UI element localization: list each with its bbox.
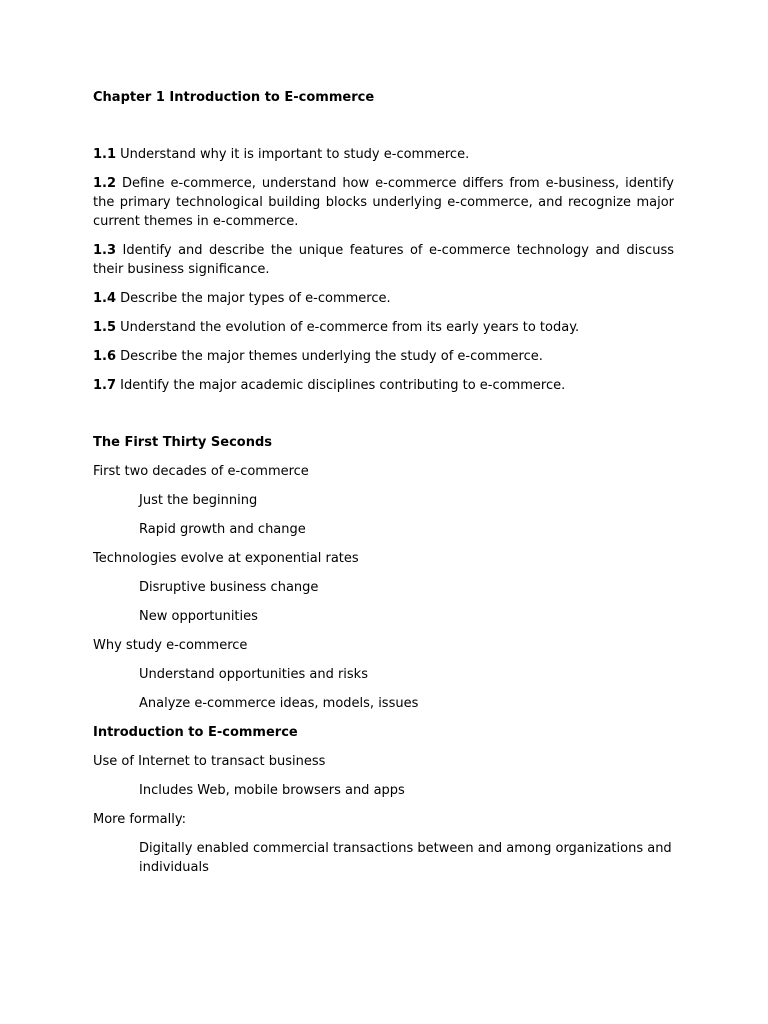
section-heading: Introduction to E-commerce: [93, 725, 298, 740]
objective-text: Define e-commerce, understand how e-commerce differs from e-business, identify the primary technological building blocks underlying e-commerce, and recognize major current themes in e-commerce.: [93, 176, 674, 229]
objective-item: [93, 174, 674, 231]
sub-point: Understand opportunities and risks: [139, 667, 368, 682]
objective-item: [93, 241, 674, 279]
document-page: [93, 88, 674, 887]
chapter-title: Chapter 1 Introduction to E-commerce: [93, 90, 375, 105]
objective-number: 1.6: [93, 349, 117, 364]
sub-point: Disruptive business change: [139, 580, 319, 595]
sub-point: Rapid growth and change: [139, 522, 306, 537]
sub-point: Includes Web, mobile browsers and apps: [139, 783, 405, 798]
bullet-point: Use of Internet to transact business: [93, 754, 326, 769]
bullet-point: Technologies evolve at exponential rates: [93, 551, 359, 566]
objective-number: 1.7: [93, 378, 117, 393]
objective-number: 1.5: [93, 320, 117, 335]
learning-objectives: [93, 145, 674, 395]
objective-number: 1.4: [93, 291, 117, 306]
objective-number: 1.1: [93, 147, 117, 162]
bullet-point: More formally:: [93, 812, 186, 827]
objective-number: 1.3: [93, 243, 117, 258]
objective-item: [93, 318, 674, 337]
objective-text: Understand why it is important to study e-commerce.: [116, 147, 470, 162]
sub-point: Just the beginning: [139, 493, 258, 508]
objective-item: [93, 145, 674, 164]
sub-point: New opportunities: [139, 609, 258, 624]
section-heading: The First Thirty Seconds: [93, 435, 273, 450]
bullet-point: Why study e-commerce: [93, 638, 248, 653]
first-thirty-seconds-section: [93, 433, 674, 877]
objective-item: [93, 289, 674, 308]
objective-text: Describe the major types of e-commerce.: [116, 291, 391, 306]
bullet-point: First two decades of e-commerce: [93, 464, 309, 479]
objective-text: Identify the major academic disciplines contributing to e-commerce.: [116, 378, 566, 393]
objective-text: Understand the evolution of e-commerce from its early years to today.: [116, 320, 580, 335]
sub-point: Digitally enabled commercial transactions between and among organizations and individuals: [139, 841, 672, 875]
objective-item: [93, 376, 674, 395]
objective-item: [93, 347, 674, 366]
objective-text: Identify and describe the unique features of e-commerce technology and discuss their business significance.: [93, 243, 674, 277]
objective-number: 1.2: [93, 176, 117, 191]
sub-point: Analyze e-commerce ideas, models, issues: [139, 696, 419, 711]
objective-text: Describe the major themes underlying the study of e-commerce.: [116, 349, 543, 364]
